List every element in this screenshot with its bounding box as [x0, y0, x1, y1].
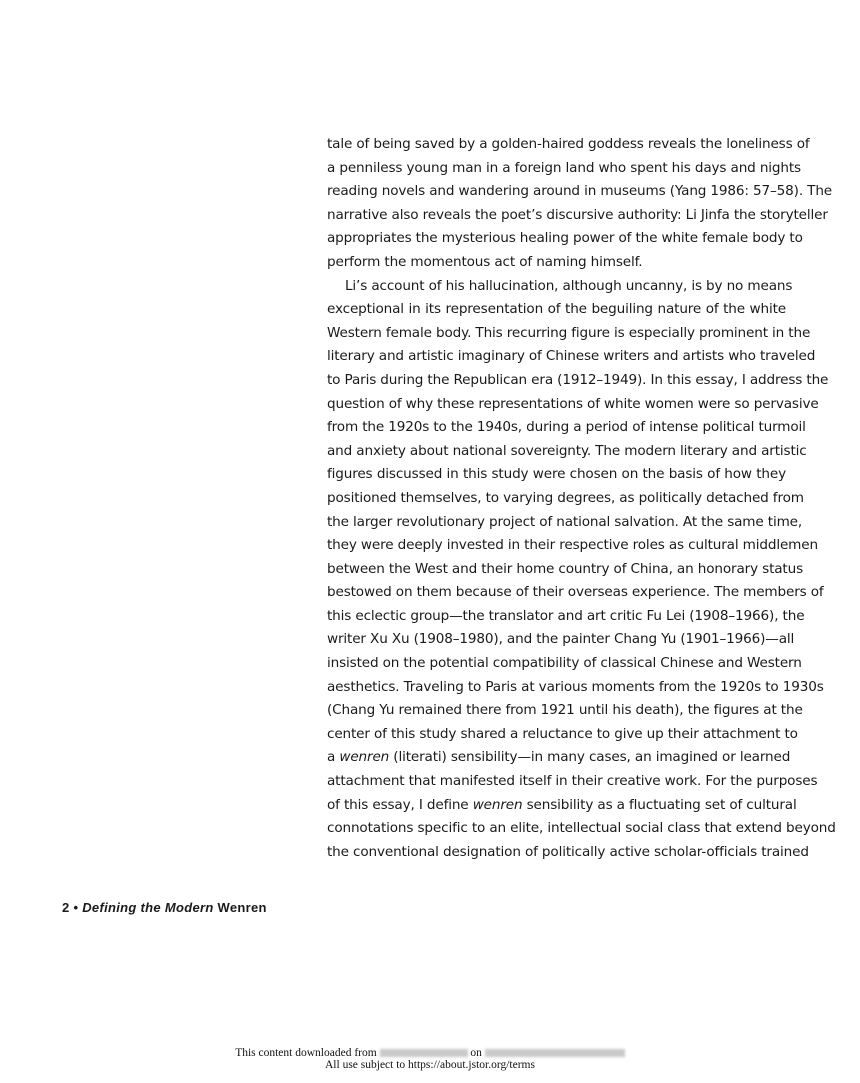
text-line: to Paris during the Republican era (1912–1949). In this essay, I address the — [327, 371, 829, 388]
text-line: and anxiety about national sovereignty. The modern literary and artistic — [327, 442, 807, 459]
italic-term: wenren — [339, 749, 390, 766]
text-line: between the West and their home country of China, an honorary status — [327, 560, 804, 577]
book-title-roman: Wenren — [217, 900, 267, 915]
text-line: Western female body. This recurring figure is especially prominent in the — [327, 324, 811, 341]
text-line: the larger revolutionary project of national salvation. At the same time, — [327, 513, 803, 530]
text-line: appropriates the mysterious healing power of the white female body to — [327, 230, 803, 247]
text-segment: (literati) sensibility—in many cases, an imagined or learned — [389, 749, 791, 766]
body-text — [327, 133, 836, 864]
text-line: positioned themselves, to varying degrees, as politically detached from — [327, 489, 804, 506]
download-notice-on: on — [470, 1047, 482, 1059]
text-line — [327, 794, 797, 818]
text-line: they were deeply invested in their respective roles as cultural middlemen — [327, 537, 818, 554]
text-line: insisted on the potential compatibility of classical Chinese and Western — [327, 655, 802, 672]
text-segment: of this essay, I define — [327, 796, 473, 813]
text-segment: sensibility as a fluctuating set of cultural — [522, 796, 797, 813]
text-line: narrative also reveals the poet’s discursive authority: Li Jinfa the storyteller — [327, 206, 828, 223]
text-line: tale of being saved by a golden-haired goddess reveals the loneliness of — [327, 136, 810, 152]
terms-notice: All use subject to https://about.jstor.org/terms — [325, 1059, 535, 1071]
text-line: a penniless young man in a foreign land who spent his days and nights — [327, 159, 801, 176]
text-line: center of this study shared a reluctance to give up their attachment to — [327, 725, 798, 742]
text-line: Li’s account of his hallucination, although uncanny, is by no means — [345, 277, 793, 294]
text-segment: a — [327, 749, 340, 766]
text-line: exceptional in its representation of the beguiling nature of the white — [327, 301, 786, 318]
text-line: figures discussed in this study were chosen on the basis of how they — [327, 466, 786, 483]
text-line: question of why these representations of white women were so pervasive — [327, 395, 819, 412]
text-line: perform the momentous act of naming himself. — [327, 253, 643, 270]
redacted-date — [485, 1049, 625, 1057]
text-line: writer Xu Xu (1908–1980), and the painter Chang Yu (1901–1966)—all — [327, 631, 795, 648]
jstor-footer — [0, 1047, 860, 1071]
italic-term: wenren — [472, 796, 523, 813]
page-number: 2 — [62, 900, 70, 915]
text-line: aesthetics. Traveling to Paris at various moments from the 1920s to 1930s — [327, 678, 824, 695]
book-title-italic: Defining the Modern — [82, 900, 214, 915]
text-line: this eclectic group—the translator and art critic Fu Lei (1908–1966), the — [327, 607, 805, 624]
running-footer — [62, 900, 267, 915]
text-line: literary and artistic imaginary of Chinese writers and artists who traveled — [327, 348, 816, 365]
download-notice: This content downloaded from — [235, 1047, 377, 1059]
text-line: from the 1920s to the 1940s, during a period of intense political turmoil — [327, 419, 806, 436]
bullet: • — [73, 900, 79, 915]
text-line: the conventional designation of politically active scholar-officials trained — [327, 843, 809, 860]
text-line: (Chang Yu remained there from 1921 until his death), the figures at the — [327, 702, 803, 719]
redacted-ip — [380, 1049, 468, 1057]
text-line: attachment that manifested itself in their creative work. For the purposes — [327, 773, 818, 790]
text-line: bestowed on them because of their overseas experience. The members of — [327, 584, 824, 601]
text-line — [327, 746, 791, 770]
text-line: connotations specific to an elite, intellectual social class that extend beyond — [327, 820, 836, 837]
text-line: reading novels and wandering around in museums (Yang 1986: 57–58). The — [327, 183, 832, 200]
